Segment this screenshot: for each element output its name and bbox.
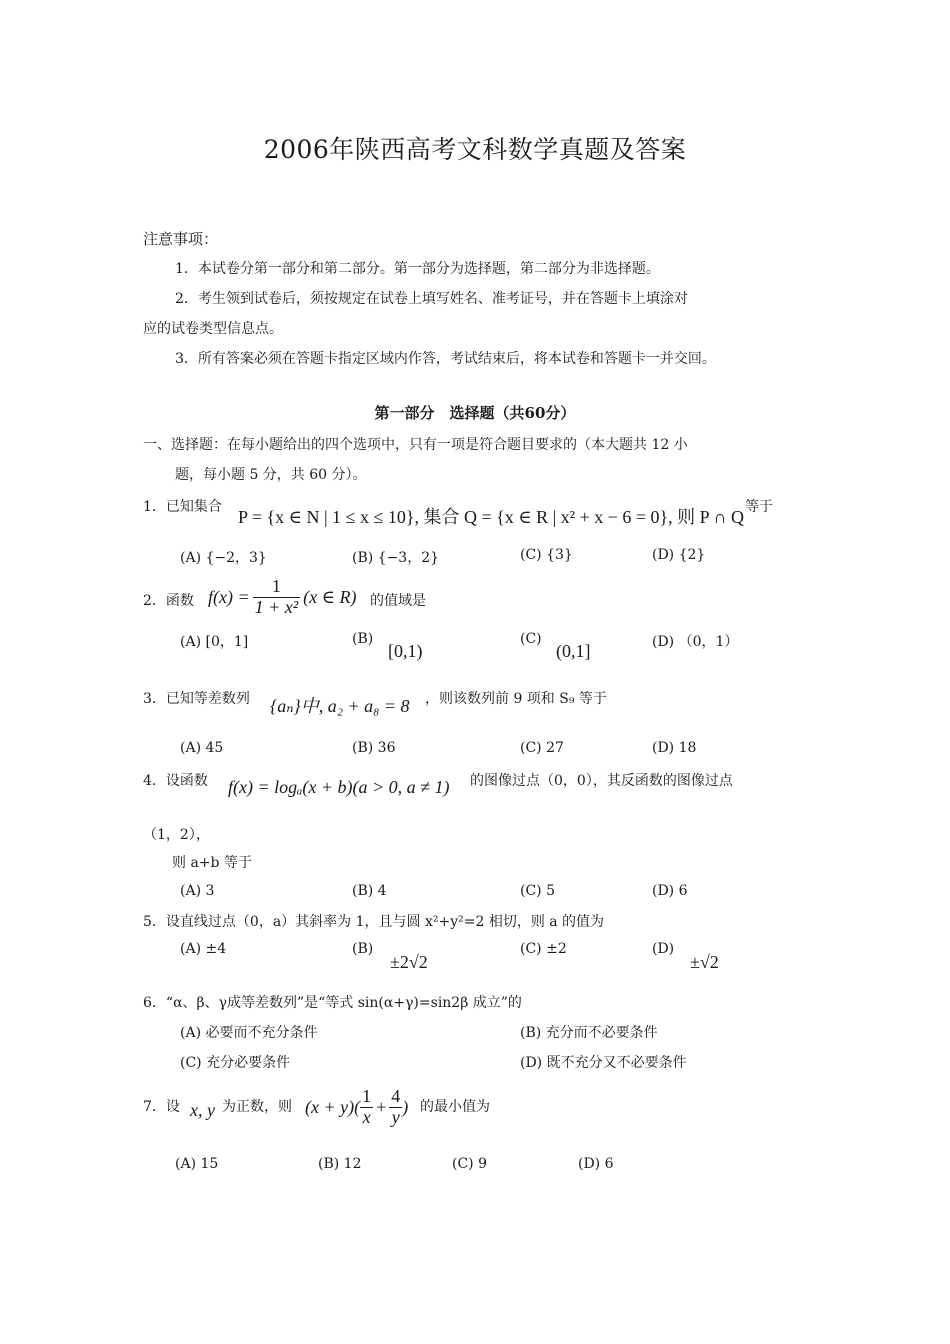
q7-fraction-1 [360, 1087, 373, 1128]
q3-suffix: ，则该数列前 9 项和 S₉ 等于 [425, 691, 607, 707]
notice-item-2-cont: 应的试卷类型信息点。 [143, 321, 283, 337]
q7-frac1-den: x [362, 1106, 371, 1127]
q2-fraction [253, 577, 301, 618]
q7-plus: + [376, 1096, 387, 1117]
q7-option-b: (B) 12 [318, 1156, 362, 1172]
instructions-line-2: 题，每小题 5 分，共 60 分）。 [175, 467, 367, 483]
q4-option-d: (D) 6 [652, 883, 688, 899]
q3-option-d: (D) 18 [652, 740, 697, 756]
notice-item-1: 1．本试卷分第一部分和第二部分。第一部分为选择题，第二部分为非选择题。 [175, 261, 660, 277]
q3-option-c: (C) 27 [520, 740, 564, 756]
q6-option-a: (A) 必要而不充分条件 [180, 1025, 318, 1041]
q4-number: 4．设函数 [143, 773, 208, 789]
q7-option-d: (D) 6 [578, 1156, 614, 1172]
q1-suffix: 等于 [745, 499, 773, 515]
q6-option-b: (B) 充分而不必要条件 [520, 1025, 658, 1041]
q2-expression [208, 577, 356, 618]
q4-line-3: 则 a+b 等于 [172, 855, 252, 871]
q7-fraction-2 [389, 1087, 402, 1128]
q6-text: 6．“α、β、γ成等差数列”是“等式 sin(α+γ)=sin2β 成立”的 [143, 995, 522, 1011]
q1-option-a: (A) {−2，3} [180, 550, 267, 566]
q2-number: 2．函数 [143, 593, 194, 609]
notice-item-2: 2．考生领到试卷后，须按规定在试卷上填写姓名、准考证号，并在答题卡上填涂对 [175, 291, 688, 307]
page-title: 2006年陕西高考文科数学真题及答案 [263, 135, 687, 164]
q5-option-d-math: ±√2 [690, 952, 719, 972]
q2-option-c: (C) [520, 631, 542, 647]
q7-expression [305, 1087, 408, 1128]
q2-option-a: (A) [0，1] [180, 634, 249, 650]
notice-heading: 注意事项： [143, 230, 219, 248]
q1-option-c: (C) {3} [520, 547, 573, 563]
q4-expression: f(x) = logₐ(x + b)(a > 0, a ≠ 1) [228, 777, 450, 797]
q7-expr-left: (x + y)( [305, 1096, 361, 1117]
q2-suffix: 的值域是 [370, 593, 426, 609]
q4-suffix: 的图像过点（0，0），其反函数的图像过点 [470, 773, 733, 789]
q7-number: 7．设 [143, 1099, 180, 1115]
q2-denominator: 1 + x² [254, 596, 299, 617]
q4-option-b: (B) 4 [352, 883, 387, 899]
q3-option-a: (A) 45 [180, 740, 224, 756]
q4-option-c: (C) 5 [520, 883, 555, 899]
q1-option-b: (B) {−3，2} [352, 550, 440, 566]
q4-line-2: （1，2）， [143, 827, 210, 843]
q2-fx: f(x) = [208, 586, 250, 607]
q3-expression: {aₙ}中, a₂ + a₈ = 8 [270, 696, 410, 716]
q5-option-c: (C) ±2 [520, 941, 567, 957]
q2-option-d: (D) （0，1） [652, 634, 739, 650]
q5-option-a: (A) ±4 [180, 941, 227, 957]
instructions-line-1: 一、选择题：在每小题给出的四个选项中，只有一项是符合题目要求的（本大题共 12 小 [143, 437, 688, 453]
q4-option-a: (A) 3 [180, 883, 215, 899]
q7-frac1-num: 1 [362, 1086, 372, 1106]
q7-expr-right: ) [402, 1096, 409, 1117]
q7-frac2-num: 4 [391, 1086, 401, 1106]
q7-mid: 为正数，则 [222, 1099, 292, 1115]
q2-option-b: (B) [352, 631, 374, 647]
q1-number: 1．已知集合 [143, 499, 222, 515]
q3-number: 3．已知等差数列 [143, 691, 250, 707]
q5-text: 5．设直线过点（0，a）其斜率为 1，且与圆 x²+y²=2 相切，则 a 的值为 [143, 914, 605, 930]
q7-frac2-den: y [391, 1106, 400, 1127]
q7-suffix: 的最小值为 [420, 1099, 490, 1115]
q2-numerator: 1 [253, 577, 301, 598]
q7-option-a: (A) 15 [175, 1156, 219, 1172]
q2-option-b-math: [0,1) [388, 641, 423, 661]
q1-option-d: (D) {2} [652, 547, 706, 563]
q2-domain: (x ∈ R) [303, 586, 357, 607]
q1-expression: P = {x ∈ N | 1 ≤ x ≤ 10}, 集合 Q = {x ∈ R | x² + x − 6 = 0}, 则 P ∩ Q [238, 507, 745, 527]
q6-option-d: (D) 既不充分又不必要条件 [520, 1055, 687, 1071]
q5-option-b-math: ±2√2 [390, 952, 428, 972]
q5-option-b: (B) [352, 941, 374, 957]
section-title: 第一部分 选择题（共60分） [374, 404, 576, 422]
q5-option-d: (D) [652, 941, 675, 957]
q3-option-b: (B) 36 [352, 740, 396, 756]
q7-vars: x, y [190, 1100, 215, 1120]
q7-option-c: (C) 9 [452, 1156, 487, 1172]
q6-option-c: (C) 充分必要条件 [180, 1055, 291, 1071]
q2-option-c-math: (0,1] [556, 641, 591, 661]
notice-item-3: 3．所有答案必须在答题卡指定区域内作答，考试结束后，将本试卷和答题卡一并交回。 [175, 351, 716, 367]
